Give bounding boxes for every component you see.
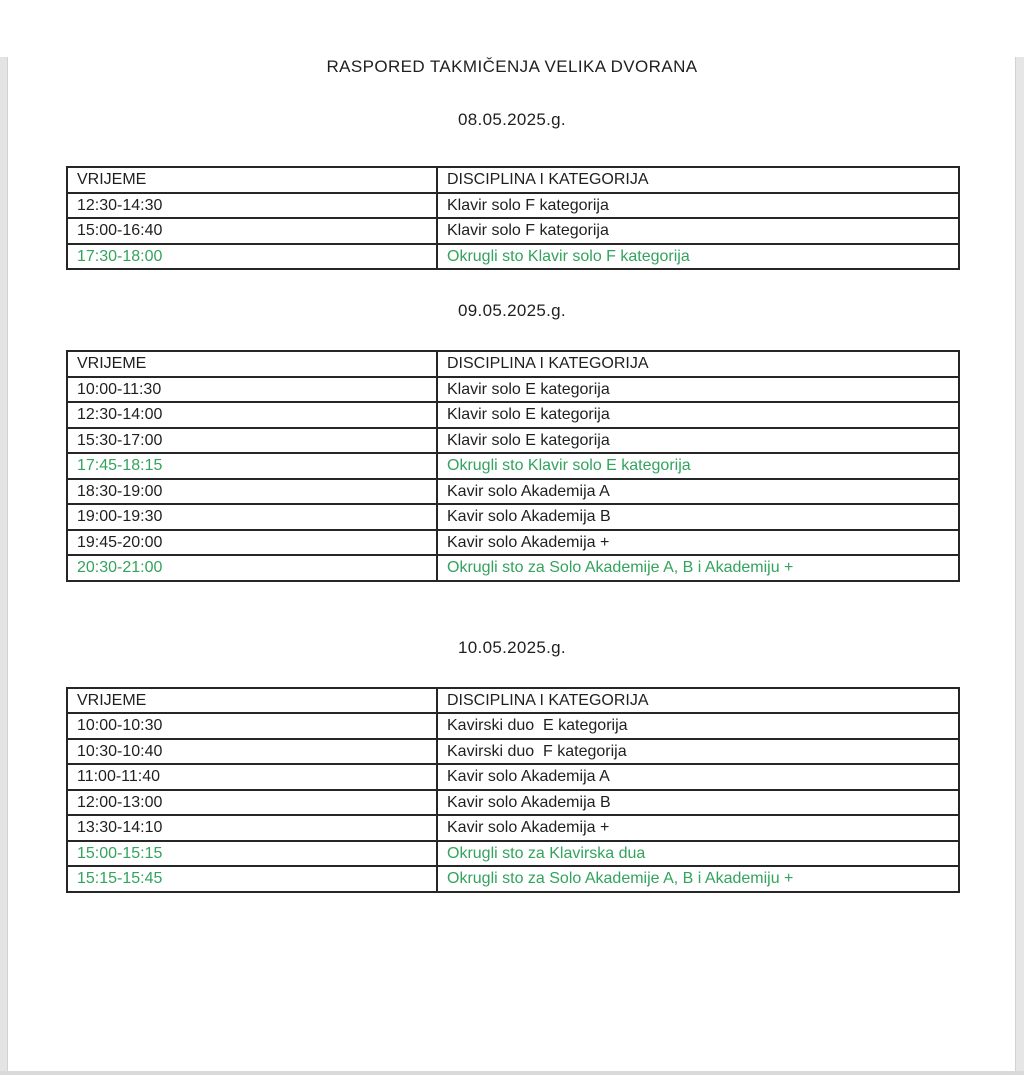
time-cell: 20:30-21:00 bbox=[67, 555, 437, 581]
table-row bbox=[67, 713, 959, 739]
col-header-discipline: DISCIPLINA I KATEGORIJA bbox=[437, 351, 959, 377]
document-page bbox=[0, 57, 1024, 893]
schedule-table bbox=[66, 166, 960, 270]
schedule-table bbox=[66, 350, 960, 582]
col-header-time: VRIJEME bbox=[67, 167, 437, 193]
time-cell: 11:00-11:40 bbox=[67, 764, 437, 790]
time-cell: 15:00-15:15 bbox=[67, 841, 437, 867]
table-row bbox=[67, 739, 959, 765]
table-row bbox=[67, 866, 959, 892]
table-row bbox=[67, 402, 959, 428]
schedule-sections bbox=[0, 110, 1024, 893]
table-row bbox=[67, 555, 959, 581]
event-cell: Kavirski duo E kategorija bbox=[437, 713, 959, 739]
schedule-table bbox=[66, 687, 960, 893]
col-header-discipline: DISCIPLINA I KATEGORIJA bbox=[437, 688, 959, 714]
event-cell: Okrugli sto Klavir solo E kategorija bbox=[437, 453, 959, 479]
table-row bbox=[67, 193, 959, 219]
time-cell: 15:30-17:00 bbox=[67, 428, 437, 454]
event-cell: Klavir solo E kategorija bbox=[437, 402, 959, 428]
event-cell: Okrugli sto za Solo Akademije A, B i Akademiju + bbox=[437, 866, 959, 892]
section-date: 09.05.2025.g. bbox=[458, 301, 566, 320]
table-header-row bbox=[67, 167, 959, 193]
table-row bbox=[67, 790, 959, 816]
time-cell: 12:30-14:30 bbox=[67, 193, 437, 219]
time-cell: 10:00-10:30 bbox=[67, 713, 437, 739]
event-cell: Kavir solo Akademija B bbox=[437, 790, 959, 816]
table-header-row bbox=[67, 688, 959, 714]
day-section bbox=[0, 301, 1024, 582]
day-section bbox=[0, 638, 1024, 893]
table-row bbox=[67, 764, 959, 790]
time-cell: 18:30-19:00 bbox=[67, 479, 437, 505]
table-row bbox=[67, 530, 959, 556]
event-cell: Klavir solo E kategorija bbox=[437, 377, 959, 403]
col-header-time: VRIJEME bbox=[67, 351, 437, 377]
table-row bbox=[67, 428, 959, 454]
event-cell: Klavir solo F kategorija bbox=[437, 193, 959, 219]
time-cell: 19:00-19:30 bbox=[67, 504, 437, 530]
event-cell: Kavir solo Akademija + bbox=[437, 530, 959, 556]
event-cell: Klavir solo F kategorija bbox=[437, 218, 959, 244]
time-cell: 17:30-18:00 bbox=[67, 244, 437, 270]
section-date: 10.05.2025.g. bbox=[458, 637, 566, 657]
time-cell: 15:00-16:40 bbox=[67, 218, 437, 244]
section-date: 08.05.2025.g. bbox=[458, 110, 566, 129]
event-cell: Okrugli sto za Solo Akademije A, B i Akademiju + bbox=[437, 555, 959, 581]
event-cell: Klavir solo E kategorija bbox=[437, 428, 959, 454]
page-title: RASPORED TAKMIČENJA VELIKA DVORANA bbox=[326, 57, 698, 76]
table-row bbox=[67, 244, 959, 270]
time-cell: 12:30-14:00 bbox=[67, 402, 437, 428]
col-header-time: VRIJEME bbox=[67, 688, 437, 714]
table-row bbox=[67, 815, 959, 841]
day-section bbox=[0, 110, 1024, 270]
time-cell: 10:00-11:30 bbox=[67, 377, 437, 403]
event-cell: Kavir solo Akademija + bbox=[437, 815, 959, 841]
event-cell: Kavirski duo F kategorija bbox=[437, 739, 959, 765]
table-row bbox=[67, 453, 959, 479]
table-row bbox=[67, 218, 959, 244]
time-cell: 15:15-15:45 bbox=[67, 866, 437, 892]
time-cell: 12:00-13:00 bbox=[67, 790, 437, 816]
col-header-discipline: DISCIPLINA I KATEGORIJA bbox=[437, 167, 959, 193]
event-cell: Okrugli sto za Klavirska dua bbox=[437, 841, 959, 867]
table-row bbox=[67, 504, 959, 530]
table-row bbox=[67, 841, 959, 867]
table-row bbox=[67, 479, 959, 505]
photo-edge-bottom bbox=[0, 1071, 1024, 1075]
time-cell: 13:30-14:10 bbox=[67, 815, 437, 841]
event-cell: Kavir solo Akademija A bbox=[437, 764, 959, 790]
table-row bbox=[67, 377, 959, 403]
time-cell: 10:30-10:40 bbox=[67, 739, 437, 765]
table-header-row bbox=[67, 351, 959, 377]
time-cell: 19:45-20:00 bbox=[67, 530, 437, 556]
time-cell: 17:45-18:15 bbox=[67, 453, 437, 479]
event-cell: Kavir solo Akademija B bbox=[437, 504, 959, 530]
event-cell: Okrugli sto Klavir solo F kategorija bbox=[437, 244, 959, 270]
event-cell: Kavir solo Akademija A bbox=[437, 479, 959, 505]
